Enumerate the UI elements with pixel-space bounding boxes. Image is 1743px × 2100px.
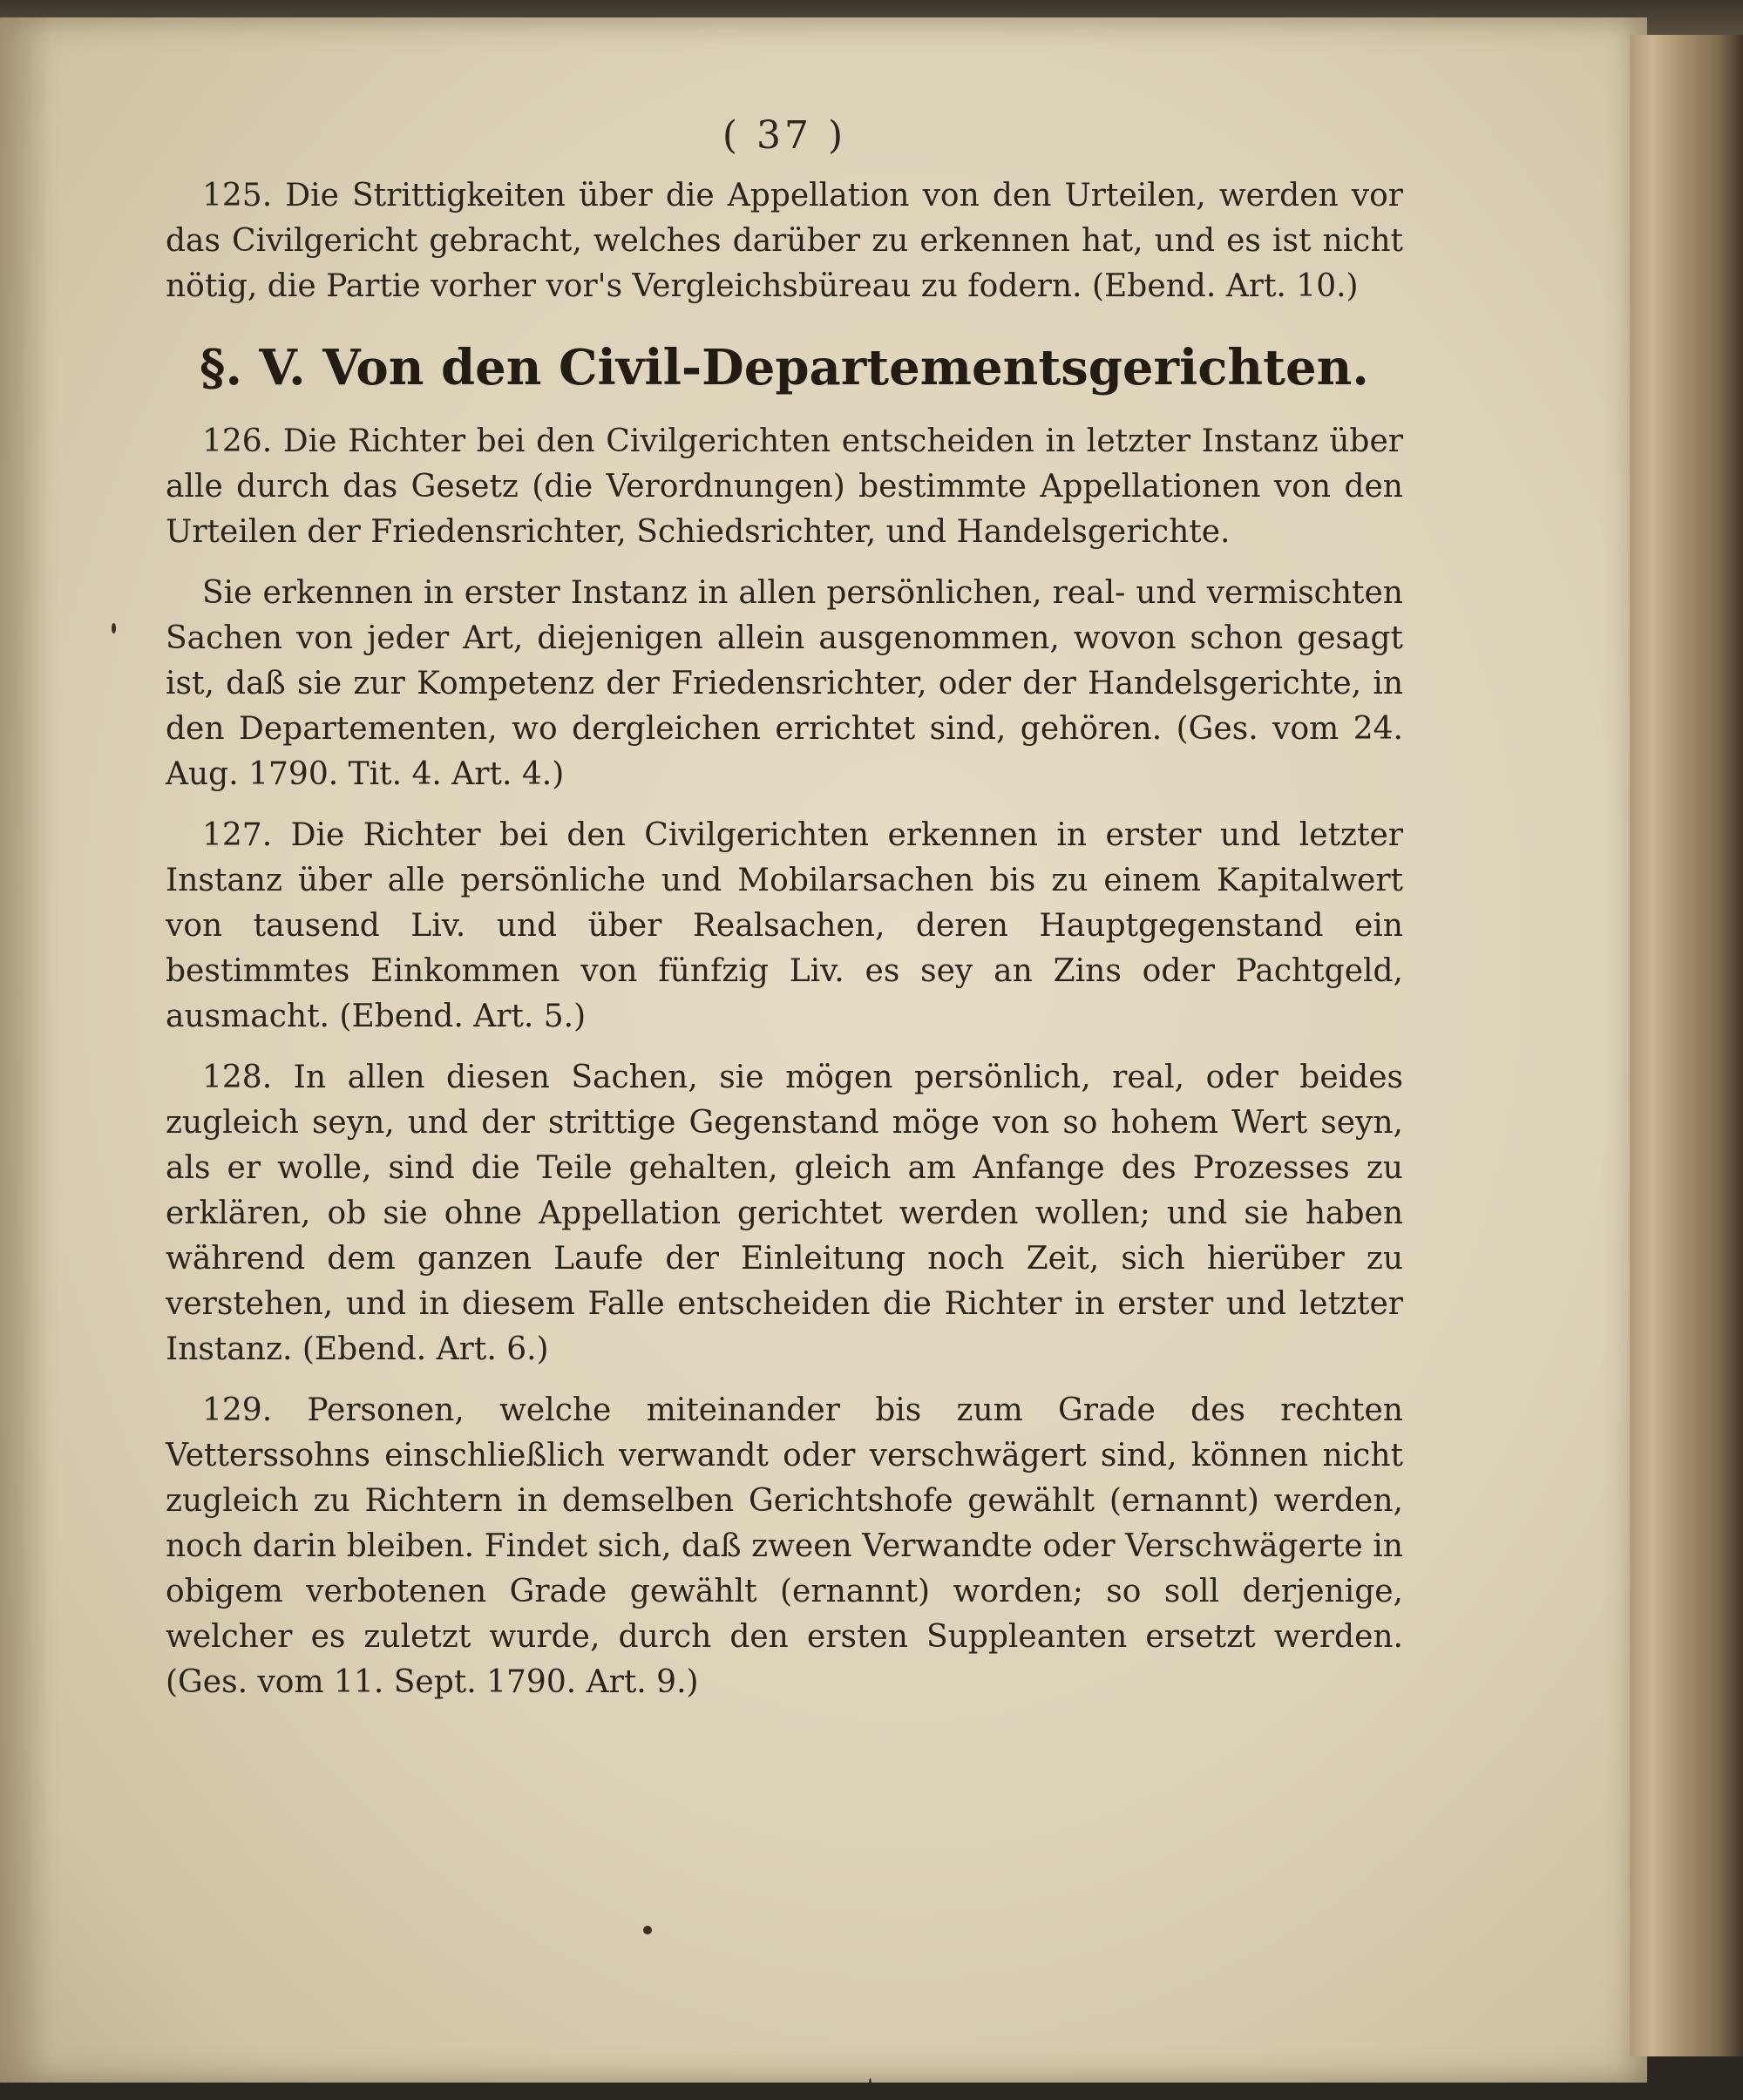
paragraph-127: 127. Die Richter bei den Civilgerichten erkennen in erster und letzter Instanz über alle persönliche und Mobilarsachen bis zu einem Kapitalwert von tausend Liv. und über Realsachen, deren Hauptgegenstand ein bestimmtes Einkommen von fünfzig Liv. es sey an Zins oder Pachtgeld, ausmacht. (Ebend. Art. 5.) [166,817,1403,1034]
ink-speck [643,1926,652,1934]
paragraph-129: 129. Personen, welche miteinander bis zum Grade des rechten Vetterssohns einschließlich verwandt oder verschwägert sind, können nicht zugleich zu Richtern in demselben Gerichtshofe gewählt (ernannt) werden, noch darin bleiben. Findet sich, daß zween Verwandte oder Verschwägerte in obigem verbotenen Grade gewählt (ernannt) worden; so soll derjenige, welcher es zuletzt wurde, durch den ersten Suppleanten ersetzt werden. (Ges. vom 11. Sept. 1790. Art. 9.) [166,1392,1403,1700]
paragraph-128: 128. In allen diesen Sachen, sie mögen persönlich, real, oder beides zugleich seyn, und der strittige Gegenstand möge von so hohem Wert seyn, als er wolle, sind die Teile gehalten, gleich am Anfange des Prozesses zu erklären, ob sie ohne Appellation gerichtet werden wollen; und sie haben während dem ganzen Laufe der Einleitung noch Zeit, sich hierüber zu verstehen, und in diesem Falle entscheiden die Richter in erster und letzter Instanz. (Ebend. Art. 6.) [166,1060,1403,1367]
book-page-edges [1630,35,1743,2056]
ink-speck [112,623,116,633]
paragraph-126: 126. Die Richter bei den Civilgerichten entscheiden in letzter Instanz über alle durch das Gesetz (die Verordnungen) bestimmte Appellationen von den Urteilen der Friedensrichter, Schiedsrichter, und Handelsgerichte. [166,423,1403,550]
section-heading: §. V. Von den Civil-Departementsgerichten. [200,339,1369,396]
scan-bottom-border [0,2083,1743,2100]
paragraph-125: 125. Die Strittigkeiten über die Appellation von den Urteilen, werden vor das Civilgericht gebracht, welches darüber zu erkennen hat, und es ist nicht nötig, die Partie vorher vor's Vergleichsbüreau zu fodern. (Ebend. Art. 10.) [166,178,1403,304]
paragraph-126-continued: Sie erkennen in erster Instanz in allen persönlichen, real- und vermischten Sachen von jeder Art, diejenigen allein ausgenommen, wovon schon gesagt ist, daß sie zur Kompetenz der Friedensrichter, oder der Handelsgerichte, in den Departementen, wo dergleichen errichtet sind, gehören. (Ges. vom 24. Aug. 1790. Tit. 4. Art. 4.) [166,575,1403,792]
page-text-block [166,113,1403,1721]
page-number: ( 37 ) [722,113,847,158]
page-gutter-shadow [0,17,52,2083]
